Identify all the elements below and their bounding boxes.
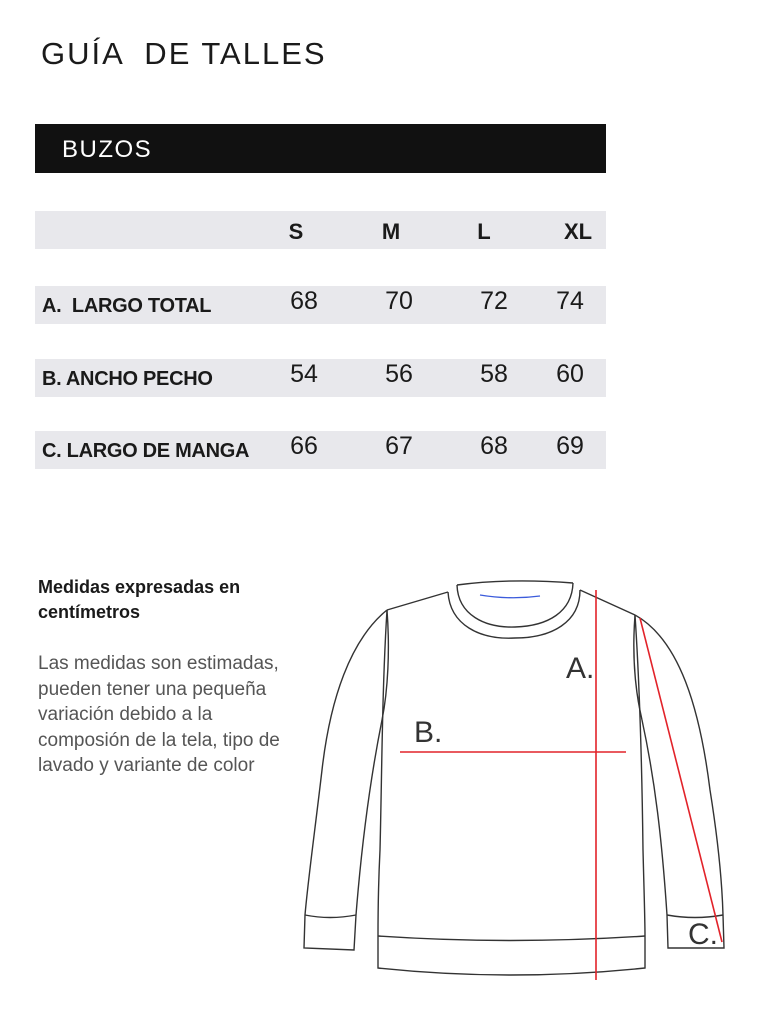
table-cell-s: 54 xyxy=(290,360,318,388)
page-title: GUÍA DE TALLES xyxy=(41,36,327,71)
table-row-largo-de-manga xyxy=(35,431,606,469)
table-cell-m: 70 xyxy=(385,287,413,315)
row-label: B. ANCHO PECHO xyxy=(42,368,213,390)
section-header-bar xyxy=(35,124,606,173)
sweater-diagram xyxy=(290,570,750,990)
table-row-largo-total xyxy=(35,286,606,324)
label-a: A. xyxy=(566,652,595,685)
measurement-lines xyxy=(400,590,722,980)
neck-trim-line xyxy=(480,595,540,598)
table-cell-xl: 74 xyxy=(556,287,584,315)
size-header-m: M xyxy=(381,219,401,244)
size-header-row xyxy=(35,211,606,249)
table-cell-l: 68 xyxy=(480,432,508,460)
size-header-l: L xyxy=(477,219,491,244)
table-row-ancho-pecho xyxy=(35,359,606,397)
table-cell-xl: 60 xyxy=(556,360,584,388)
label-b: B. xyxy=(414,716,443,749)
row-label: C. LARGO DE MANGA xyxy=(42,440,250,462)
measurement-unit-note: Medidas expresadas en centímetros xyxy=(38,577,241,622)
table-cell-s: 68 xyxy=(290,287,318,315)
table-cell-m: 56 xyxy=(385,360,413,388)
label-c: C. xyxy=(688,918,718,951)
row-label: A. LARGO TOTAL xyxy=(42,295,212,317)
table-cell-s: 66 xyxy=(290,432,318,460)
table-cell-l: 58 xyxy=(480,360,508,388)
table-cell-xl: 69 xyxy=(556,432,584,460)
size-header-xl: XL xyxy=(563,219,593,244)
sweater-outline xyxy=(304,581,724,975)
section-title: BUZOS xyxy=(62,136,153,163)
table-cell-l: 72 xyxy=(480,287,508,315)
measurement-disclaimer: Las medidas son estimadas, pueden tener una pequeña variación debido a la composión de la tela, tipo de lavado y variante de color xyxy=(38,653,280,776)
table-cell-m: 67 xyxy=(385,432,413,460)
size-header-s: S xyxy=(288,219,304,244)
